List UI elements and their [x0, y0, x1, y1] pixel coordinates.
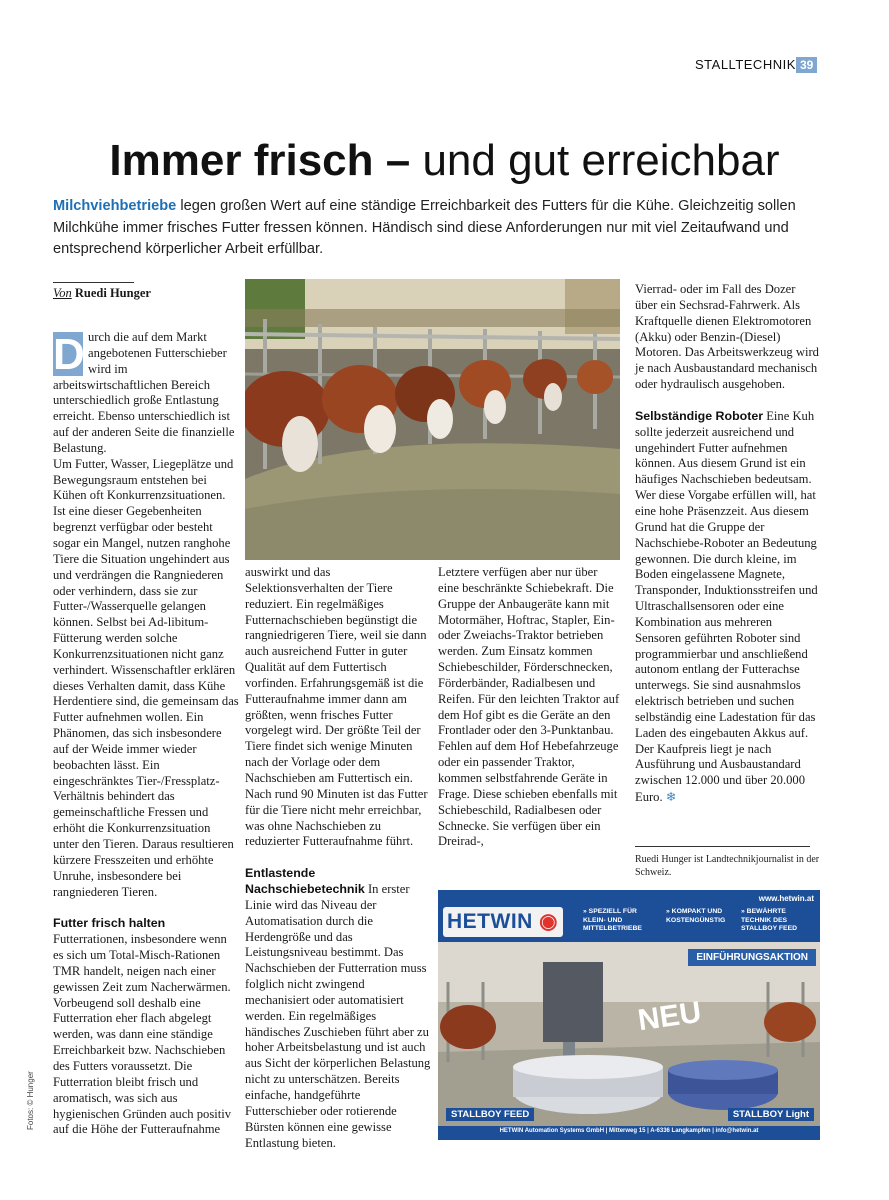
column-3 — [438, 565, 620, 850]
page-number: 39 — [796, 57, 817, 73]
column-2 — [245, 565, 431, 1151]
col1-intro: urch die auf dem Markt angebotenen Futterschieber wird im arbeitswirtschaftlichen Bereich unterschiedlich große Entlastung erreicht. Ebenso unterschiedlich ist auf der anderen Seite die finanzielle Belastung. — [53, 330, 235, 455]
ad-action-banner: EINFÜHRUNGSAKTION — [688, 949, 816, 966]
hetwin-logo — [443, 907, 563, 937]
ad-bullet-2: » KOMPAKT UND KOSTENGÜNSTIG — [666, 908, 726, 924]
ad-url[interactable]: www.hetwin.at — [758, 894, 814, 903]
ad-bullet-1: » SPEZIELL FÜR KLEIN- UND MITTELBETRIEBE — [583, 908, 642, 932]
logo-text: HETWIN — [447, 910, 533, 933]
photo-credit: Fotos: © Hunger — [26, 1071, 35, 1130]
col4-paragraph-1: Vierrad- oder im Fall des Dozer über ein Sechsrad-Fahrwerk. Als Kraftquelle dienen Elektromotoren (Akku) oder Benzin-(Diesel) Motoren. Das Arbeitswerkzeug wird je nach Ausbaustandard mechanisch oder hydraulisch ausgehoben. — [635, 282, 819, 392]
column-1 — [53, 330, 239, 1138]
cow-feeding-photo — [245, 279, 620, 560]
col2-paragraph-2: In erster Linie wird das Niveau der Automatisation durch die Herdengröße und das Leistungsniveau bestimmt. Das Nachschieben der Futterration muss folglich nicht zwingend mechanisiert oder automatisiert werden. Ein regelmäßiges händisches Zuschieben führt aber zu hoher Arbeitsbelastung und ist auch aus Sicht der körperlichen Belastung nicht zu unterschätzen. Bereits einfache, handgeführte Futterschieber oder rotierende Bürsten können eine gewisse Entlastung bieten. — [245, 882, 431, 1150]
lead-text: legen großen Wert auf eine ständige Erreichbarkeit des Futters für die Kühe. Gleichzeitig sollen Milchkühe immer frisches Futter fressen können. Händisch sind diese Anforderungen nur mit viel Zeitaufwand und entsprechend körperlicher Arbeit erfüllbar. — [53, 198, 796, 257]
product-label-right: STALLBOY Light — [728, 1108, 814, 1121]
article-title — [0, 133, 889, 189]
ad-contact: HETWIN Automation Systems GmbH | Mitterweg 15 | A-6336 Langkampfen | info@hetwin.at — [499, 1128, 759, 1134]
col1-paragraph-3: Futterrationen, insbesondere wenn es sich um Total-Misch-Rationen TMR handelt, neigen nach einer gewissen Zeit zum Nacherwärmen. Vorbeugend soll deshalb eine Futterration eher flach abgelegt werden, was dann eine ständige Erreichbarkeit bzw. Nachschieben des Futters voraussetzt. Die Futterration bleibt frisch und aromatisch, was sich aus hygienischen Gründen auch positiv auf die Höhe der Futteraufnahme — [53, 932, 232, 1137]
hetwin-advertisement[interactable] — [438, 890, 820, 1140]
title-light: und gut erreichbar — [410, 136, 780, 185]
author-note: Ruedi Hunger ist Landtechnikjournalist in der Schweiz. — [635, 854, 820, 878]
logo-mark-icon: ◉ — [539, 910, 558, 933]
section-tag: STALLTECHNIK — [695, 57, 796, 72]
drop-cap: D — [53, 330, 85, 379]
col1-paragraph-2: Um Futter, Wasser, Liegeplätze und Bewegungsraum entstehen bei Kühen oft Konkurrenzsituationen. Ist eine dieser Gegebenheiten begrenzt verfügbar oder besteht sogar ein Mangel, nutzen ranghohe Tiere die Situation ungehindert aus und verdrängen die Rangniederen oder verhindern, dass sie zur Futter-/Wasserquelle gelangen können. Selbst bei Ad-libitum-Fütterung werden solche Konkurrenzsituationen nicht ganz verhindert. Wissenschaftler erklären dieses Verhalten damit, dass Kühe Herdentiere sind, die gemeinsam das Futter aufnehmen wollen. Ein Phänomen, das sich insbesondere auf der Weide immer wieder beobachten lässt. Ein eingeschränktes Tier-/Fressplatz-Verhältnis behindert das gemeinschaftliche Fressen und erhöht die Konkurrenzsituation unter den Tieren. Daraus resultieren kürzere Fresszeiten und erhöhte Unruhe, insbesondere bei rangniederen Tieren. — [53, 456, 239, 899]
article-lead — [53, 196, 833, 261]
title-bold: Immer frisch – — [109, 136, 411, 185]
col2-paragraph-1: auswirkt und das Selektionsverhalten der Tiere reduziert. Ein regelmäßiges Futternachschieben begünstigt die rangniedrigeren Tiere, weil sie dann auch ausreichend Futter in guter Qualität auf dem Futtertisch vorfinden. Erfahrungsgemäß ist die Futteraufnahme immer dann am größten, wenn frisches Futter vorgelegt wird. Der größte Teil der Tiere findet sich wenige Minuten nach der Vorlage oder dem Nachschieben am Futtertisch ein. Nach rund 90 Minuten ist das Futter für die Tiere nicht mehr erreichbar, was ohne Nachschieben zu reduzierter Futteraufnahme führt. — [245, 565, 428, 849]
column-4 — [635, 282, 820, 806]
author-rule — [635, 846, 810, 847]
col3-paragraph-1: Letztere verfügen aber nur über eine beschränkte Schiebekraft. Die Gruppe der Anbaugeräte kann mit Motormäher, Hoftrac, Stapler, Ein- oder Zweiachs-Traktor betrieben werden. Zum Einsatz kommen Schiebeschilder, Förderschnecken, Förderbänder, Radialbesen und Reifen. Für den leichten Traktor auf dem Hof gibt es die Geräte an den Frontlader oder den 3-Punktanbau. — [438, 565, 620, 738]
snowflake-icon: ❄ — [665, 789, 677, 805]
ad-background-image — [438, 942, 820, 1126]
col3-paragraph-2: Fehlen auf dem Hof Hebefahrzeuge oder ein passender Traktor, kommen selbstfahrende Geräte in Frage. Diese schieben ebenfalls mit Schiebeschild, Radialbesen oder Schnecke. Sie verfügen über ein Dreirad-, — [438, 739, 619, 849]
subhead-nachschiebetechnik: Entlastende Nachschiebetechnik — [245, 866, 365, 897]
col4-paragraph-2: Eine Kuh sollte jederzeit ausreichend und ungehindert Futter aufnehmen können. Aus diesem Grund ist ein häufiges Nachschieben bedeutsam. Wer diese Vorgabe erfüllen will, hat eine hohe Präsenzzeit. Aus diesem Grund hat die Gruppe der Nachschiebe-Roboter an Bedeutung gewonnen. Die durch kleine, im Boden eingelassene Magnete, Transponder, Induktionsstreifen und Ultraschallsensoren oder eine Kombination aus mehreren Sensoren geführten Roboter sind programmierbar und anschließend autonom entlang der Futterachse unterwegs. Sie sind ausnahmslos elektrisch betrieben und suchen selbständig eine Ladestation für das Laden des eingebauten Akkus auf. Der Kaufpreis liegt je nach Ausführung und Ausbaustandard zwischen 12.000 und über 20.000 Euro. — [635, 408, 818, 805]
byline-prefix: Von — [53, 286, 72, 300]
ad-new-badge: NEU — [635, 995, 704, 1038]
subhead-roboter: Selbständige Roboter — [635, 408, 764, 423]
byline-rule — [53, 282, 134, 283]
byline — [53, 286, 151, 301]
byline-name: Ruedi Hunger — [74, 286, 151, 300]
ad-bullet-3: » BEWÄHRTE TECHNIK DES STALLBOY FEED — [741, 908, 798, 932]
subhead-futter-frisch: Futter frisch halten — [53, 916, 166, 931]
product-label-left: STALLBOY FEED — [446, 1108, 534, 1121]
lead-kicker: Milchviehbetriebe — [53, 198, 177, 214]
